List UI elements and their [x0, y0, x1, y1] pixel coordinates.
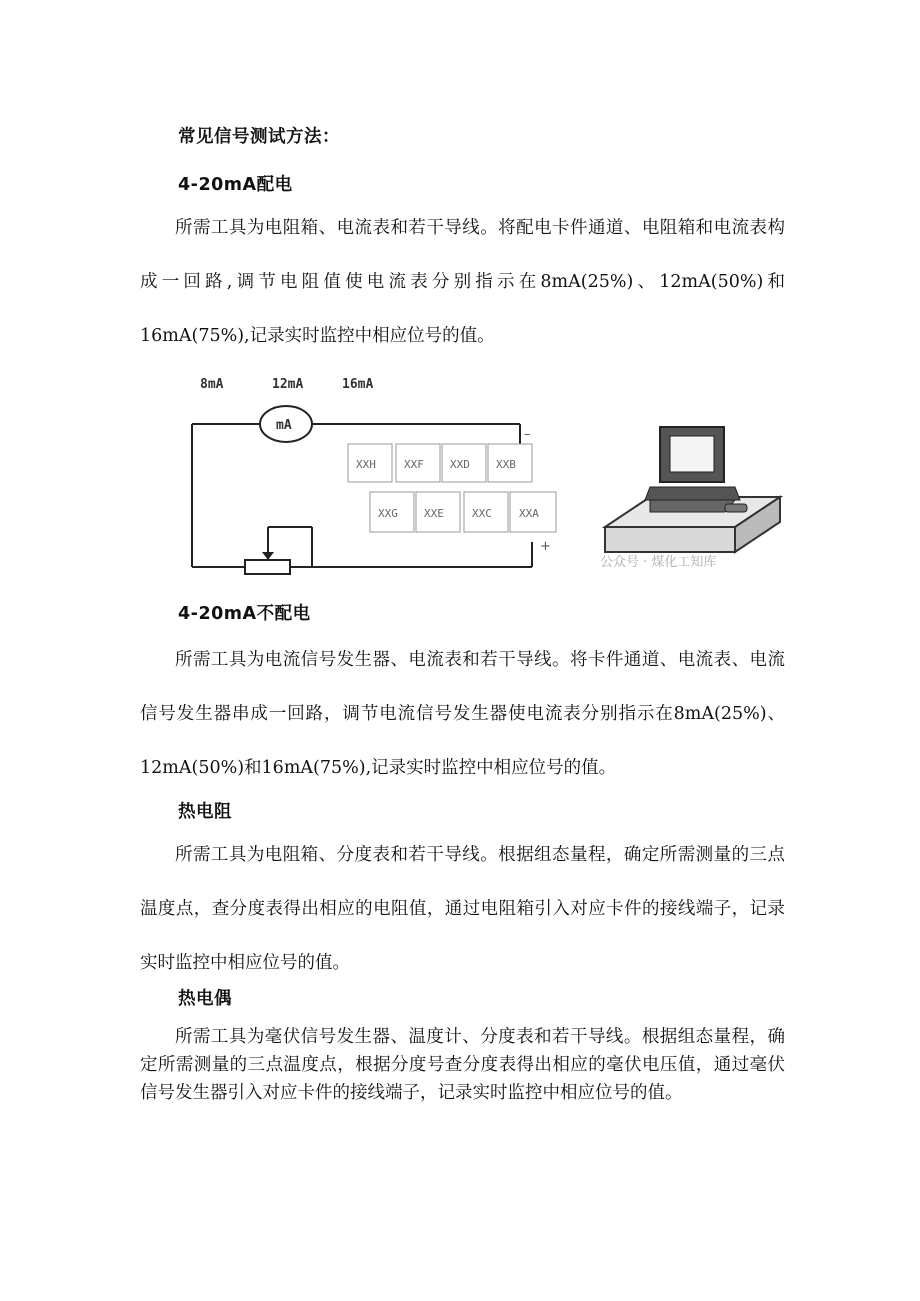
current-label-16ma: 16mA: [342, 377, 374, 392]
section-text-4-20ma-unpowered: 所需工具为电流信号发生器、电流表和若干导线。将卡件通道、电流表、电流信号发生器串成一回路，调节电流信号发生器使电流表分别指示在8mA(25%)、12mA(50%)和16mA(75%),记录实时监控中相应位号的值。: [140, 650, 785, 778]
section-heading-4-20ma-powered: 4-20mA配电: [178, 175, 293, 195]
terminal-xxb: XXB: [496, 458, 516, 471]
section-heading-thermocouple: 热电偶: [178, 989, 232, 1009]
section-text-4-20ma-powered: 所需工具为电阻箱、电流表和若干导线。将配电卡件通道、电阻箱和电流表构成一回路,调节电阻值使电流表分别指示在8mA(25%)、12mA(50%)和16mA(75%),记录实时监控中相应位号的值。: [140, 218, 785, 346]
section-heading-4-20ma-unpowered: 4-20mA不配电: [178, 604, 311, 624]
section-text-thermocouple: 所需工具为毫伏信号发生器、温度计、分度表和若干导线。根据组态量程，确定所需测量的三点温度点，根据分度号查分度表得出相应的毫伏电压值，通过毫伏信号发生器引入对应卡件的接线端子，记录实时监控中相应位号的值。: [140, 1027, 785, 1103]
ammeter-label: mA: [276, 418, 292, 433]
current-label-8ma: 8mA: [200, 377, 224, 392]
section-heading-rtd: 热电阻: [178, 802, 232, 822]
terminal-xxf: XXF: [404, 458, 424, 471]
resistor-box: [245, 560, 290, 574]
terminal-xxc: XXC: [472, 507, 492, 520]
plus-sign: +: [540, 539, 551, 554]
terminal-xxg: XXG: [378, 507, 398, 520]
section-text-rtd: 所需工具为电阻箱、分度表和若干导线。根据组态量程，确定所需测量的三点温度点，查分度表得出相应的电阻值，通过电阻箱引入对应卡件的接线端子，记录实时监控中相应位号的值。: [140, 845, 785, 973]
terminal-top-row: [348, 444, 532, 482]
terminal-xxh: XXH: [356, 458, 376, 471]
terminal-xxa: XXA: [519, 507, 539, 520]
circuit-diagram: [180, 362, 788, 577]
terminal-xxd: XXD: [450, 458, 470, 471]
current-label-12ma: 12mA: [272, 377, 304, 392]
minus-sign: –: [524, 427, 531, 442]
watermark: 公众号 · 煤化工知库: [600, 555, 717, 570]
computer-icon: [605, 427, 780, 552]
terminal-bottom-row: [370, 492, 556, 532]
page-title: 常见信号测试方法：: [178, 127, 340, 147]
terminal-xxe: XXE: [424, 507, 444, 520]
